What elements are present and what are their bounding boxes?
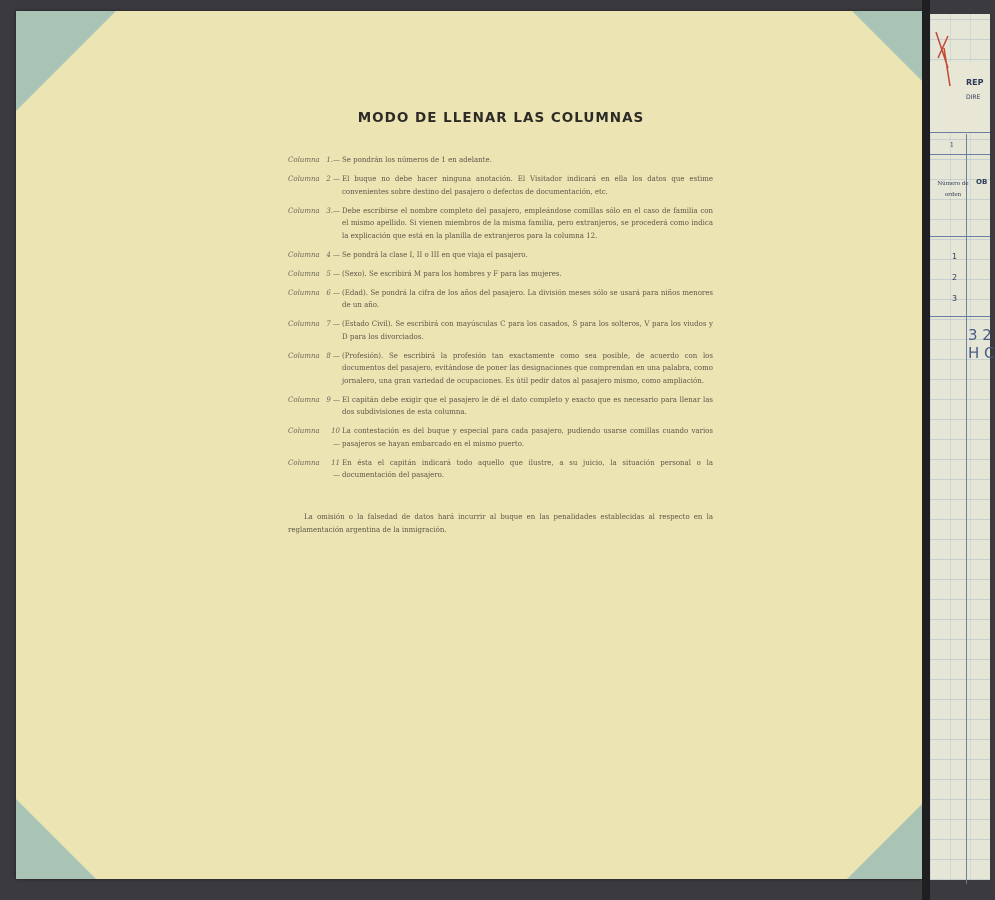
instruction-text: (Sexo). Se escribirá M para los hombres y F para las mujeres.	[342, 269, 562, 278]
column-label: Columna	[288, 427, 320, 435]
corner-mount-top-left	[16, 11, 116, 111]
instruction-row	[288, 394, 713, 419]
corner-mount-top-right	[852, 11, 922, 81]
column-number: 3.—	[326, 206, 340, 215]
column-label: Columna	[288, 351, 320, 360]
instruction-row	[288, 249, 713, 262]
handwritten-entry: 3 2 H C	[968, 326, 995, 362]
instruction-text: (Estado Civil). Se escribirá con mayúsculas C para los casados, S para los solteros, V para los viudos y D para los divorciados.	[342, 320, 713, 341]
register-rule	[930, 236, 990, 237]
column-label: Columna	[288, 156, 320, 164]
column-number: 11 —	[331, 458, 340, 479]
column-number: 4 —	[326, 250, 340, 259]
corner-mount-bottom-left	[16, 799, 96, 879]
column-label: Columna	[288, 269, 320, 278]
instruction-row	[288, 318, 713, 343]
column-label: Columna	[288, 395, 320, 404]
column-number: 10 —	[331, 427, 340, 448]
register-column-header: Número de orden	[937, 181, 969, 198]
instruction-row	[288, 268, 713, 281]
instruction-row	[288, 457, 713, 482]
corner-mount-bottom-right	[847, 804, 922, 879]
instruction-text: Debe escribirse el nombre completo del pasajero, empleándose comillas sólo en el caso de familia con el mismo apellido. Si vienen miembros de la misma familia, pero extranjeros, se procederá como indica la explicación que está en la planilla de extranjeros para la columna 12.	[342, 206, 713, 240]
instructions-list	[288, 154, 713, 488]
column-label: Columna	[288, 458, 320, 467]
column-number: 9 —	[326, 395, 340, 404]
instruction-row	[288, 173, 713, 198]
instruction-text: Se pondrán los números de 1 en adelante.	[342, 156, 492, 164]
register-row-number: 2	[952, 273, 958, 282]
column-number: 2 —	[326, 175, 340, 183]
instruction-text: En ésta el capitán indicará todo aquello que ilustre, a su juicio, la situación personal o la documentación del pasajero.	[342, 458, 713, 479]
instruction-text: (Edad). Se pondrá la cifra de los años del pasajero. La división meses sólo se usará para niños menores de un año.	[342, 288, 713, 309]
instruction-row	[288, 350, 713, 388]
column-label: Columna	[288, 250, 320, 259]
instruction-text: La contestación es del buque y especial para cada pasajero, pudiendo usarse comillas cuando varios pasajeros se hayan embarcado en el mismo puerto.	[342, 427, 713, 448]
column-label: Columna	[288, 320, 320, 328]
page-title: MODO DE LLENAR LAS COLUMNAS	[357, 110, 645, 126]
instruction-row	[288, 425, 713, 450]
register-column-index: 1	[950, 142, 954, 149]
register-subtitle: DIRE	[966, 94, 981, 101]
column-label: Columna	[288, 206, 320, 215]
column-number: 7 —	[326, 320, 340, 328]
register-rule	[930, 154, 990, 155]
book-gutter	[922, 0, 930, 900]
column-number: 6 —	[326, 288, 340, 297]
register-column-ob: OB	[976, 178, 988, 186]
column-number: 5 —	[326, 269, 340, 278]
instruction-row	[288, 287, 713, 312]
instruction-text: Se pondrá la clase I, II o III en que viaja el pasajero.	[342, 250, 528, 259]
register-rule	[930, 132, 990, 133]
register-row-number: 1	[952, 252, 958, 261]
column-label: Columna	[288, 288, 320, 297]
instruction-row	[288, 154, 713, 167]
column-number: 8 —	[326, 351, 340, 360]
footer-note: La omisión o la falsedad de datos hará incurrir al buque en las penalidades establecidas al respecto en la reglamentación argentina de la inmigración.	[288, 513, 713, 534]
instruction-text: El capitán debe exigir que el pasajero le dé el dato completo y exacto que es necesario para llenar las dos subdivisiones de esta columna.	[342, 395, 713, 416]
document-page	[16, 11, 922, 879]
register-column-rule	[966, 134, 967, 884]
register-rule	[930, 316, 990, 317]
column-number: 1.—	[326, 156, 340, 164]
adjacent-register-sheet	[930, 14, 995, 880]
register-title: REP	[966, 78, 984, 87]
register-row-number: 3	[952, 294, 958, 303]
instruction-text: El buque no debe hacer ninguna anotación. El Visitador indicará en ella los datos que estime convenientes sobre destino del pasajero o defectos de documentación, etc.	[342, 175, 713, 196]
red-pencil-mark	[934, 28, 952, 88]
column-label: Columna	[288, 175, 320, 183]
instruction-row	[288, 205, 713, 243]
instruction-text: (Profesión). Se escribirá la profesión tan exactamente como sea posible, de acuerdo con los documentos del pasajero, evitándose de poner las designaciones que comprendan en una palabra, como jornalero, una gran variedad de ocupaciones. Es útil pedir datos al pasajero mismo, como ampliación.	[342, 351, 713, 385]
